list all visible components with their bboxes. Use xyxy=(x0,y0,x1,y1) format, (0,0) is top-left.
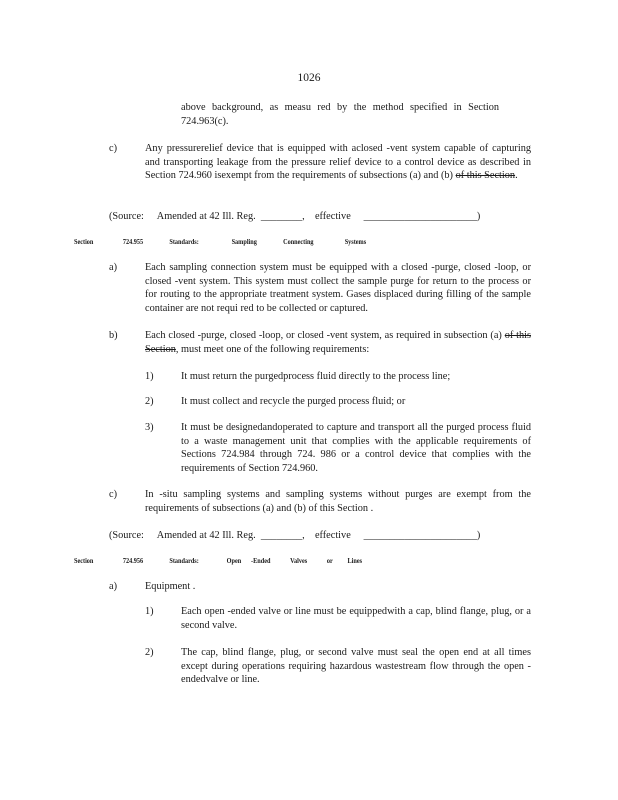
sub-item-text: Each open -ended valve or line must be equippedwith a cap, blind flange, plug, or a second valve. xyxy=(181,606,531,631)
page-number: 1026 xyxy=(297,72,321,84)
sub-item-text: It must collect and recycle the purged process fluid; or xyxy=(181,396,406,407)
section-heading-724-956: Section 724.956 Standards: Open -Ended Valves or Lines xyxy=(74,556,363,565)
section-heading-724-955: Section 724.955 Standards: Sampling Connecting Systems xyxy=(74,237,367,246)
sub-item-text: It must return the purgedprocess fluid directly to the process line; xyxy=(181,371,451,382)
struck-text: of this Section xyxy=(145,330,532,355)
source-note: (Source: Amended at 42 Ill. Reg. ________, effective ______________________) xyxy=(109,211,481,222)
item-label: b) xyxy=(109,330,118,341)
item-label: a) xyxy=(109,262,117,273)
item-label: c) xyxy=(109,143,117,154)
item-text: Equipment . xyxy=(145,581,196,592)
item-text: Each closed -purge, closed -loop, or closed -vent system, as required in subsection (a) of this Section, must meet one of the following requirements: xyxy=(145,330,532,355)
item-label: c) xyxy=(109,489,117,500)
sub-item-text: It must be designedandoperated to capture and transport all the purged process fluid to a waste management unit that complies with the applicable requirements of Sections 724.984 through 724. 986 or a control device that complies with the requirements of Section 724.960. xyxy=(181,422,531,474)
continued-paragraph: above background, as measu red by the method specified in Section 724.963(c). xyxy=(181,102,499,127)
item-text: Any pressurerelief device that is equipped with aclosed -vent system capable of capturing and transporting leakage from the pressure relief device to a control device as described in Section 724.960 isexempt from the requirements of subsections (a) and (b) of this Section. xyxy=(145,143,531,182)
date-blank: ______________________) xyxy=(363,211,481,222)
date-blank: ______________________) xyxy=(363,530,481,541)
sub-item-text: The cap, blind flange, plug, or second valve must seal the open end at all times except during operations requiring hazardous wastestream flow through the open -endedvalve or line. xyxy=(181,647,531,686)
reg-blank: ________, xyxy=(260,530,305,541)
sub-item-label: 1) xyxy=(145,371,154,382)
item-text: Each sampling connection system must be equipped with a closed -purge, closed -loop, or closed -vent system. This system must collect the sample purge for return to the process or for routing to the appropriate treatment system. Gases displaced during filling of the sample container are not requi red to be collected or captured. xyxy=(145,262,531,314)
source-note: (Source: Amended at 42 Ill. Reg. ________, effective ______________________) xyxy=(109,530,481,541)
sub-item-label: 2) xyxy=(145,396,154,407)
reg-blank: ________, xyxy=(260,211,305,222)
sub-item-label: 1) xyxy=(145,606,154,617)
sub-item-label: 2) xyxy=(145,647,154,658)
struck-text: of this Section xyxy=(455,170,516,182)
item-label: a) xyxy=(109,581,117,592)
item-text: In -situ sampling systems and sampling systems without purges are exempt from the requirements of subsections (a) and (b) of this Section . xyxy=(145,489,531,514)
sub-item-label: 3) xyxy=(145,422,154,433)
